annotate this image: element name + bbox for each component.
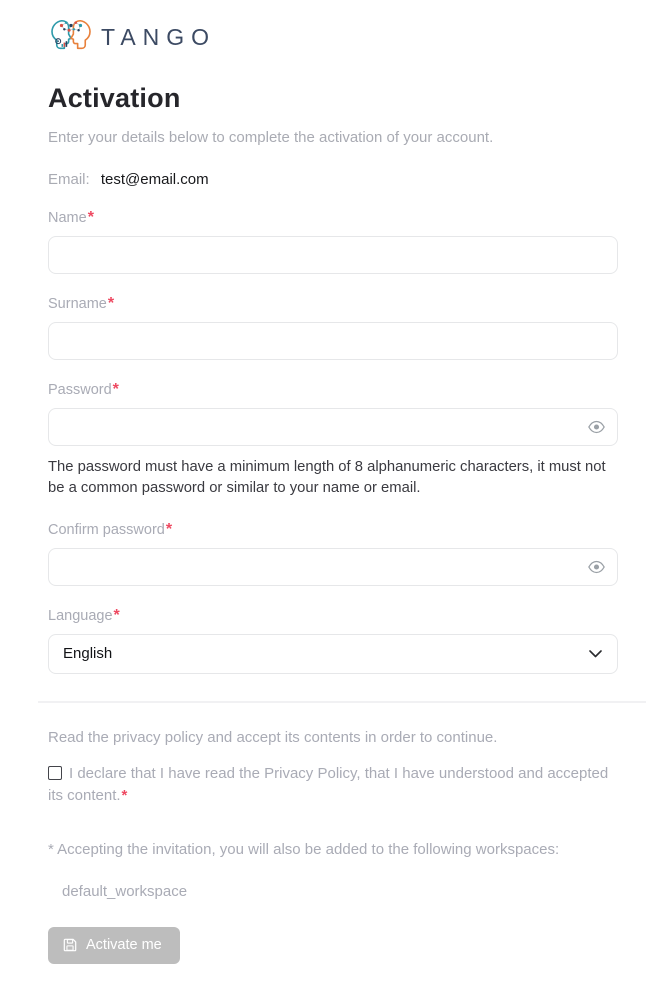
password-input[interactable] (48, 408, 618, 446)
language-field-group (48, 607, 618, 674)
password-visibility-toggle[interactable] (586, 418, 607, 436)
confirm-password-input-wrap (48, 548, 618, 586)
name-label: Name (48, 210, 87, 226)
section-divider (38, 701, 646, 703)
brand-wordmark: TANGO (101, 24, 217, 50)
required-asterisk: * (112, 381, 119, 398)
workspace-item: default_workspace (62, 882, 188, 900)
required-asterisk: * (113, 606, 120, 624)
language-select[interactable] (48, 634, 618, 674)
confirm-password-field-group (48, 521, 618, 586)
save-icon (63, 938, 77, 952)
activate-me-label: Activate me (86, 936, 162, 953)
required-asterisk: * (107, 295, 115, 312)
eye-icon (588, 560, 605, 574)
privacy-checkbox[interactable] (48, 766, 62, 780)
privacy-declaration-row (48, 763, 618, 808)
password-input-wrap (48, 408, 618, 446)
brand-logo (48, 16, 618, 59)
confirm-password-input[interactable] (48, 548, 618, 586)
surname-input[interactable] (48, 322, 618, 360)
privacy-declaration-text: I declare that I have read the Privacy Policy, that I have understood and accepted its content. (48, 764, 609, 805)
password-label: Password (48, 382, 112, 398)
page-title: Activation (48, 83, 181, 113)
required-asterisk: * (121, 787, 128, 805)
language-label: Language (48, 607, 113, 624)
activate-me-button[interactable] (48, 927, 180, 964)
eye-icon (588, 420, 605, 434)
chevron-down-icon (589, 650, 602, 658)
email-label: Email: (48, 171, 90, 188)
email-row (48, 171, 618, 188)
confirm-password-visibility-toggle[interactable] (586, 558, 607, 576)
workspaces-note: * Accepting the invitation, you will also be added to the following workspaces: (48, 840, 560, 858)
name-field-group (48, 209, 618, 274)
confirm-password-label: Confirm password (48, 521, 165, 538)
name-input[interactable] (48, 236, 618, 274)
language-selected-value: English (63, 645, 113, 663)
password-field-group (48, 381, 618, 500)
required-asterisk: * (87, 209, 94, 226)
tango-heads-logo-icon (48, 16, 94, 59)
surname-input-wrap (48, 322, 618, 360)
password-helper-text: The password must have a minimum length of 8 alphanumeric characters, it must not be a common password or similar to your name or email. (48, 459, 606, 497)
email-value: test@email.com (100, 171, 209, 188)
page-subtitle: Enter your details below to complete the activation of your account. (48, 129, 494, 146)
name-input-wrap (48, 236, 618, 274)
required-asterisk: * (165, 520, 173, 538)
surname-field-group (48, 295, 618, 360)
surname-label: Surname (48, 296, 107, 312)
privacy-instruction: Read the privacy policy and accept its contents in order to continue. (48, 728, 498, 746)
